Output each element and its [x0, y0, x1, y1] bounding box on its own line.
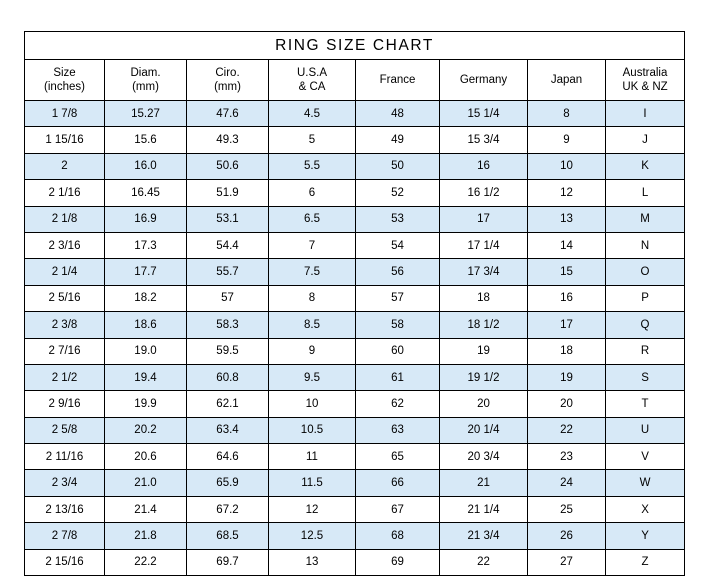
- table-cell: 68: [356, 523, 440, 549]
- table-cell: 21.4: [105, 496, 187, 522]
- column-header-usa-ca-line2: & CA: [298, 81, 326, 93]
- table-cell: 11: [269, 444, 356, 470]
- table-row: [25, 259, 685, 285]
- table-cell: X: [606, 496, 685, 522]
- table-cell: 19: [528, 364, 606, 390]
- table-cell: 57: [187, 285, 269, 311]
- table-cell: 2 5/8: [25, 417, 105, 443]
- table-cell: 22: [528, 417, 606, 443]
- column-header-japan-line1: Japan: [550, 74, 583, 86]
- table-cell: 58: [356, 312, 440, 338]
- table-row: [25, 232, 685, 258]
- table-cell: 23: [528, 444, 606, 470]
- table-cell: 26: [528, 523, 606, 549]
- table-cell: 2 9/16: [25, 391, 105, 417]
- table-cell: 10: [269, 391, 356, 417]
- table-cell: 17 3/4: [440, 259, 528, 285]
- table-cell: 17 1/4: [440, 232, 528, 258]
- table-cell: 16.9: [105, 206, 187, 232]
- table-cell: 17: [440, 206, 528, 232]
- chart-title: RING SIZE CHART: [25, 32, 685, 60]
- table-cell: 2: [25, 153, 105, 179]
- column-header-row: [25, 60, 685, 101]
- table-cell: 1 7/8: [25, 101, 105, 127]
- table-cell: M: [606, 206, 685, 232]
- table-cell: 61: [356, 364, 440, 390]
- table-cell: 18.2: [105, 285, 187, 311]
- column-header-australia-line2: UK & NZ: [622, 81, 668, 93]
- ring-size-table: [24, 31, 685, 576]
- column-header-germany-line1: Germany: [459, 74, 508, 86]
- table-cell: 60: [356, 338, 440, 364]
- table-row: [25, 180, 685, 206]
- table-cell: 13: [269, 549, 356, 575]
- table-cell: 24: [528, 470, 606, 496]
- table-cell: 19.0: [105, 338, 187, 364]
- column-header-circumference-line2: (mm): [214, 81, 241, 93]
- table-cell: 67: [356, 496, 440, 522]
- table-cell: 22: [440, 549, 528, 575]
- table-cell: 60.8: [187, 364, 269, 390]
- table-cell: 12: [528, 180, 606, 206]
- table-cell: W: [606, 470, 685, 496]
- table-cell: 2 7/16: [25, 338, 105, 364]
- column-header-diameter-line1: Diam.: [130, 67, 161, 79]
- table-cell: 10: [528, 153, 606, 179]
- column-header-circumference: [187, 60, 269, 101]
- table-cell: 19 1/2: [440, 364, 528, 390]
- column-header-australia-uk-nz: [606, 60, 685, 101]
- table-row: [25, 153, 685, 179]
- column-header-france: [356, 60, 440, 101]
- table-cell: 2 1/2: [25, 364, 105, 390]
- table-cell: 2 3/4: [25, 470, 105, 496]
- table-cell: 55.7: [187, 259, 269, 285]
- table-cell: 19.9: [105, 391, 187, 417]
- table-cell: S: [606, 364, 685, 390]
- table-row: [25, 496, 685, 522]
- table-cell: 50: [356, 153, 440, 179]
- column-header-australia-line1: Australia: [622, 67, 668, 79]
- table-cell: 66: [356, 470, 440, 496]
- table-cell: 9: [269, 338, 356, 364]
- table-cell: 65: [356, 444, 440, 470]
- table-cell: 56: [356, 259, 440, 285]
- table-cell: 17.7: [105, 259, 187, 285]
- table-row: [25, 470, 685, 496]
- table-cell: 54.4: [187, 232, 269, 258]
- table-cell: 15.6: [105, 127, 187, 153]
- table-cell: 18: [440, 285, 528, 311]
- column-header-diameter: [105, 60, 187, 101]
- table-cell: 16.0: [105, 153, 187, 179]
- table-cell: 7: [269, 232, 356, 258]
- table-cell: R: [606, 338, 685, 364]
- table-cell: 15 3/4: [440, 127, 528, 153]
- table-cell: I: [606, 101, 685, 127]
- table-cell: 5.5: [269, 153, 356, 179]
- table-cell: 2 3/16: [25, 232, 105, 258]
- table-cell: 6.5: [269, 206, 356, 232]
- table-cell: 2 1/4: [25, 259, 105, 285]
- table-cell: 19.4: [105, 364, 187, 390]
- table-cell: O: [606, 259, 685, 285]
- table-cell: 13: [528, 206, 606, 232]
- column-header-germany: [440, 60, 528, 101]
- column-header-size-line2: (inches): [44, 81, 85, 93]
- table-cell: 22.2: [105, 549, 187, 575]
- table-cell: 21: [440, 470, 528, 496]
- table-cell: Q: [606, 312, 685, 338]
- column-header-usa-ca-line1: U.S.A: [296, 67, 328, 79]
- table-cell: 47.6: [187, 101, 269, 127]
- table-cell: 49.3: [187, 127, 269, 153]
- table-cell: 57: [356, 285, 440, 311]
- column-header-france-line1: France: [379, 74, 416, 86]
- table-cell: 19: [440, 338, 528, 364]
- table-cell: 53: [356, 206, 440, 232]
- table-row: [25, 285, 685, 311]
- table-cell: 65.9: [187, 470, 269, 496]
- table-cell: 20: [440, 391, 528, 417]
- table-cell: 1 15/16: [25, 127, 105, 153]
- table-cell: V: [606, 444, 685, 470]
- table-cell: 20 1/4: [440, 417, 528, 443]
- table-cell: 5: [269, 127, 356, 153]
- table-cell: 16: [528, 285, 606, 311]
- table-cell: 9: [528, 127, 606, 153]
- table-cell: 21 1/4: [440, 496, 528, 522]
- table-row: [25, 391, 685, 417]
- table-cell: 10.5: [269, 417, 356, 443]
- table-cell: 21.8: [105, 523, 187, 549]
- table-cell: Y: [606, 523, 685, 549]
- table-cell: 2 15/16: [25, 549, 105, 575]
- table-cell: 2 5/16: [25, 285, 105, 311]
- table-cell: 4.5: [269, 101, 356, 127]
- table-cell: 6: [269, 180, 356, 206]
- table-cell: 17: [528, 312, 606, 338]
- table-cell: 18: [528, 338, 606, 364]
- table-cell: 20.2: [105, 417, 187, 443]
- table-row: [25, 206, 685, 232]
- table-cell: 20.6: [105, 444, 187, 470]
- table-cell: K: [606, 153, 685, 179]
- table-cell: 8: [528, 101, 606, 127]
- table-cell: 2 11/16: [25, 444, 105, 470]
- table-cell: 12: [269, 496, 356, 522]
- table-cell: N: [606, 232, 685, 258]
- table-cell: 15: [528, 259, 606, 285]
- table-row: [25, 338, 685, 364]
- table-row: [25, 523, 685, 549]
- table-cell: 63: [356, 417, 440, 443]
- table-cell: U: [606, 417, 685, 443]
- table-cell: 16: [440, 153, 528, 179]
- table-cell: 14: [528, 232, 606, 258]
- table-cell: 20 3/4: [440, 444, 528, 470]
- column-header-diameter-line2: (mm): [132, 81, 159, 93]
- table-cell: 69: [356, 549, 440, 575]
- table-cell: L: [606, 180, 685, 206]
- column-header-size: [25, 60, 105, 101]
- table-cell: 64.6: [187, 444, 269, 470]
- column-header-japan: [528, 60, 606, 101]
- table-cell: 12.5: [269, 523, 356, 549]
- table-row: [25, 417, 685, 443]
- table-row: [25, 364, 685, 390]
- table-cell: 63.4: [187, 417, 269, 443]
- table-cell: Z: [606, 549, 685, 575]
- column-header-size-line1: Size: [53, 67, 76, 79]
- table-cell: 2 7/8: [25, 523, 105, 549]
- table-row: [25, 444, 685, 470]
- column-header-usa-ca: [269, 60, 356, 101]
- title-row: [25, 32, 685, 60]
- table-cell: 8.5: [269, 312, 356, 338]
- table-cell: 52: [356, 180, 440, 206]
- table-body: [25, 101, 685, 576]
- table-cell: 27: [528, 549, 606, 575]
- table-cell: 62.1: [187, 391, 269, 417]
- table-cell: 16.45: [105, 180, 187, 206]
- table-cell: P: [606, 285, 685, 311]
- table-cell: 58.3: [187, 312, 269, 338]
- table-cell: 68.5: [187, 523, 269, 549]
- table-cell: 48: [356, 101, 440, 127]
- table-cell: 2 3/8: [25, 312, 105, 338]
- table-cell: 69.7: [187, 549, 269, 575]
- table-cell: 21 3/4: [440, 523, 528, 549]
- table-cell: 17.3: [105, 232, 187, 258]
- table-cell: 59.5: [187, 338, 269, 364]
- table-cell: 62: [356, 391, 440, 417]
- table-cell: 21.0: [105, 470, 187, 496]
- table-cell: 49: [356, 127, 440, 153]
- table-cell: 2 13/16: [25, 496, 105, 522]
- table-header: [25, 32, 685, 101]
- table-cell: 16 1/2: [440, 180, 528, 206]
- table-cell: T: [606, 391, 685, 417]
- table-cell: 25: [528, 496, 606, 522]
- table-cell: 67.2: [187, 496, 269, 522]
- table-cell: 15.27: [105, 101, 187, 127]
- table-cell: 11.5: [269, 470, 356, 496]
- table-cell: 15 1/4: [440, 101, 528, 127]
- table-cell: 9.5: [269, 364, 356, 390]
- table-cell: J: [606, 127, 685, 153]
- table-row: [25, 127, 685, 153]
- table-row: [25, 312, 685, 338]
- table-cell: 54: [356, 232, 440, 258]
- ring-size-chart: [24, 31, 684, 576]
- table-row: [25, 101, 685, 127]
- table-cell: 53.1: [187, 206, 269, 232]
- table-cell: 50.6: [187, 153, 269, 179]
- table-cell: 20: [528, 391, 606, 417]
- table-cell: 8: [269, 285, 356, 311]
- table-cell: 51.9: [187, 180, 269, 206]
- table-row: [25, 549, 685, 575]
- table-cell: 18 1/2: [440, 312, 528, 338]
- column-header-circumference-line1: Ciro.: [215, 67, 240, 79]
- table-cell: 18.6: [105, 312, 187, 338]
- table-cell: 2 1/8: [25, 206, 105, 232]
- table-cell: 2 1/16: [25, 180, 105, 206]
- table-cell: 7.5: [269, 259, 356, 285]
